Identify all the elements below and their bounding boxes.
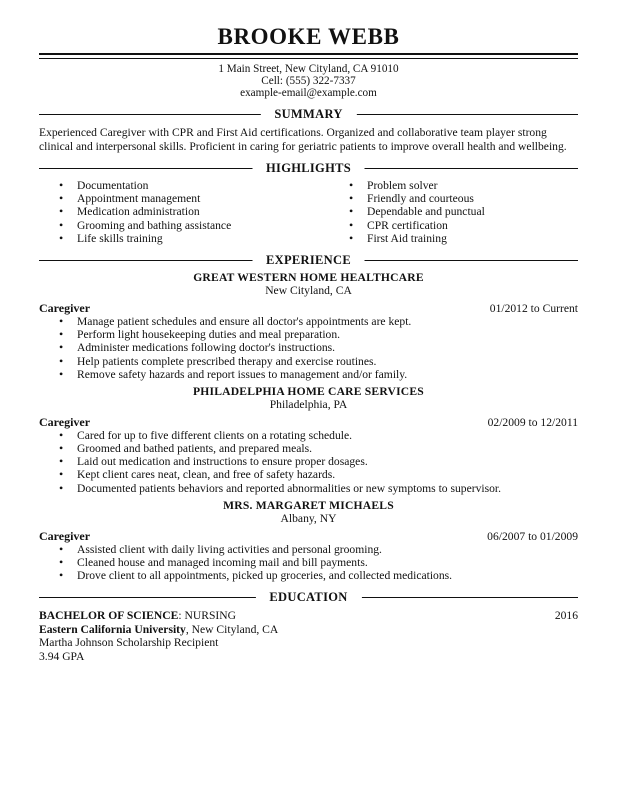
section-title: EXPERIENCE bbox=[252, 253, 365, 267]
graduation-year: 2016 bbox=[554, 609, 578, 623]
job-dates: 06/2007 to 01/2009 bbox=[487, 529, 578, 543]
education-entry bbox=[39, 609, 578, 663]
duty-item: • Administer medications following doctor's instructions. bbox=[59, 341, 578, 354]
highlight-item: • First Aid training bbox=[349, 232, 485, 245]
duty-item: • Remove safety hazards and report issues to management and/or family. bbox=[59, 368, 578, 381]
job-entry bbox=[39, 499, 578, 583]
employer-location: Philadelphia, PA bbox=[269, 397, 348, 411]
duty-item: • Drove client to all appointments, picked up groceries, and collected medications. bbox=[59, 569, 578, 582]
duty-item: • Cared for up to five different clients on a rotating schedule. bbox=[59, 429, 578, 442]
job-header bbox=[39, 302, 578, 315]
job-entry bbox=[39, 385, 578, 495]
duty-item: • Kept client cares neat, clean, and free of safety hazards. bbox=[59, 468, 578, 481]
duty-item: • Assisted client with daily living activities and personal grooming. bbox=[59, 543, 578, 556]
employer-location: New Cityland, CA bbox=[265, 283, 352, 297]
gpa-line: 3.94 GPA bbox=[39, 649, 85, 663]
job-entry bbox=[39, 271, 578, 381]
employer-name: PHILADELPHIA HOME CARE SERVICES bbox=[193, 384, 424, 398]
highlight-item: • Medication administration bbox=[59, 205, 329, 218]
address-line: 1 Main Street, New Cityland, CA 91010 bbox=[218, 63, 399, 75]
email-line: example-email@example.com bbox=[240, 87, 377, 99]
job-title: Caregiver bbox=[39, 300, 91, 315]
degree-name: BACHELOR OF SCIENCE bbox=[39, 609, 179, 623]
job-title: Caregiver bbox=[39, 414, 91, 429]
job-dates: 02/2009 to 12/2011 bbox=[487, 415, 578, 429]
job-header bbox=[39, 416, 578, 429]
candidate-name: BROOKE WEBB bbox=[217, 24, 400, 49]
duty-item: • Laid out medication and instructions to ensure proper dosages. bbox=[59, 455, 578, 468]
duty-item: • Documented patients behaviors and reported abnormalities or new symptoms to supervisor. bbox=[59, 482, 578, 495]
duties-list bbox=[39, 429, 578, 495]
school-line bbox=[39, 623, 578, 637]
highlight-item: • Appointment management bbox=[59, 192, 329, 205]
duty-item: • Perform light housekeeping duties and meal preparation. bbox=[59, 328, 578, 341]
duty-item: • Help patients complete prescribed therapy and exercise routines. bbox=[59, 355, 578, 368]
experience-heading bbox=[39, 253, 578, 267]
job-dates: 01/2012 to Current bbox=[489, 301, 578, 315]
duty-item: • Groomed and bathed patients, and prepared meals. bbox=[59, 442, 578, 455]
summary-heading bbox=[39, 107, 578, 121]
employer-name: GREAT WESTERN HOME HEALTHCARE bbox=[193, 270, 424, 284]
school-location: , New Cityland, CA bbox=[185, 622, 279, 636]
duties-list bbox=[39, 315, 578, 381]
degree-row bbox=[39, 609, 578, 623]
job-header bbox=[39, 530, 578, 543]
job-title: Caregiver bbox=[39, 528, 91, 543]
employer-location: Albany, NY bbox=[280, 511, 337, 525]
duty-item: • Manage patient schedules and ensure all doctor's appointments are kept. bbox=[59, 315, 578, 328]
highlight-item: • CPR certification bbox=[349, 219, 485, 232]
honor-line: Martha Johnson Scholarship Recipient bbox=[39, 636, 219, 650]
highlights-left-column bbox=[39, 179, 329, 245]
highlights-right-column bbox=[329, 179, 485, 245]
highlight-item: • Documentation bbox=[59, 179, 329, 192]
highlight-item: • Problem solver bbox=[349, 179, 485, 192]
education-heading bbox=[39, 590, 578, 604]
header-divider bbox=[39, 53, 578, 59]
highlight-item: • Grooming and bathing assistance bbox=[59, 219, 329, 232]
highlights-list bbox=[39, 179, 578, 245]
section-title: EDUCATION bbox=[255, 590, 361, 604]
highlight-item: • Friendly and courteous bbox=[349, 192, 485, 205]
employer-name: MRS. MARGARET MICHAELS bbox=[223, 498, 394, 512]
school-name: Eastern California University bbox=[39, 622, 186, 636]
degree-line bbox=[39, 609, 236, 623]
phone-line: Cell: (555) 322-7337 bbox=[261, 75, 356, 87]
section-title: SUMMARY bbox=[260, 107, 356, 121]
degree-major: : NURSING bbox=[178, 609, 237, 623]
duty-item: • Cleaned house and managed incoming mail and bill payments. bbox=[59, 556, 578, 569]
contact-block bbox=[39, 63, 578, 99]
highlights-heading bbox=[39, 161, 578, 175]
highlight-item: • Life skills training bbox=[59, 232, 329, 245]
summary-text: Experienced Caregiver with CPR and First Aid certifications. Organized and collaborative team player strong clinical and interpersonal skills. Proficient in caring for geriatric patients to improve overall health and wellbeing. bbox=[39, 126, 567, 153]
resume-page bbox=[39, 0, 578, 663]
highlight-item: • Dependable and punctual bbox=[349, 205, 485, 218]
section-title: HIGHLIGHTS bbox=[252, 161, 365, 175]
duties-list bbox=[39, 543, 578, 583]
